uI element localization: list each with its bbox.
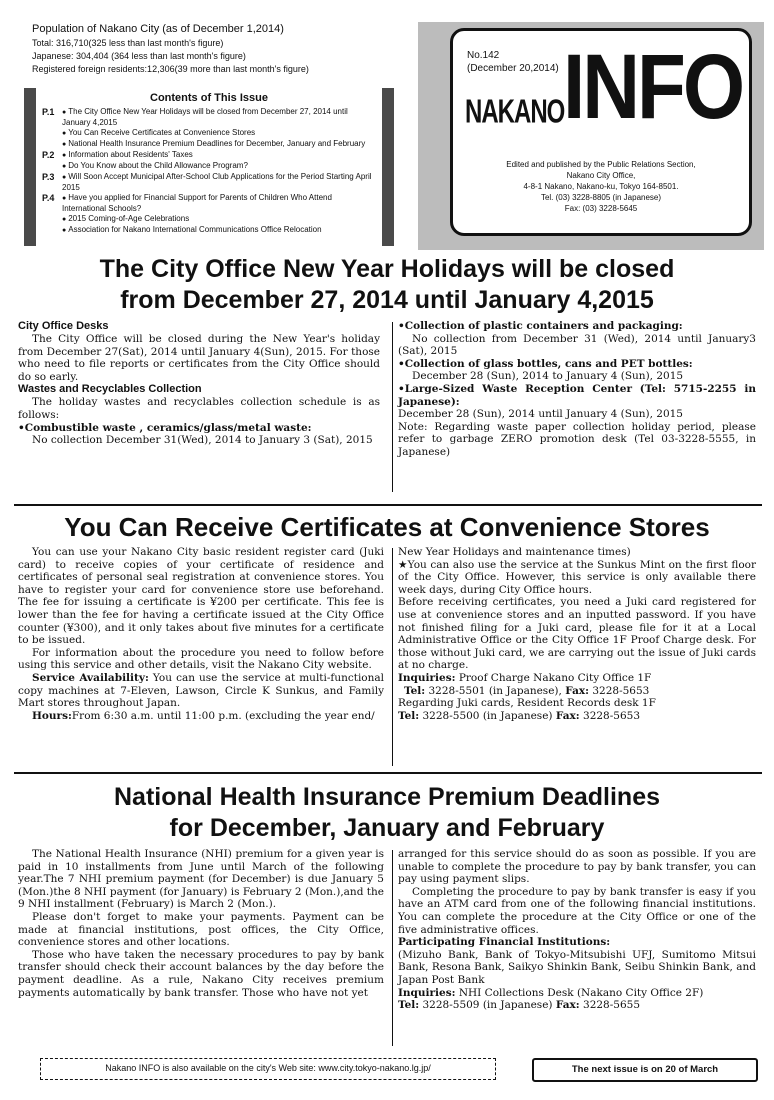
- contents-item[interactable]: ● Will Soon Accept Municipal After-School Club Applications for the Period Starting April 2015: [62, 172, 376, 193]
- section-rule: [14, 772, 762, 774]
- contents-item[interactable]: ● Have you applied for Financial Support for Parents of Children Who Attend International Schools?: [62, 193, 376, 214]
- article2-right-para3: Before receiving certificates, you need a Juki card registered for use at convenience stores and an inputted password. If you have not finished filing for a Juki card, please file for it at a Local Administrative Office or the City Office 1F Proof Charge desk. For those without Juki card, we are carrying out the issue of Juki cards at no charge.: [398, 596, 756, 672]
- inquiries-label: Inquiries:: [398, 671, 456, 684]
- contents-page: P.3: [42, 172, 55, 182]
- article3-paragraph3: Those who have taken the necessary procedures to pay by bank transfer should check their account balances by the day before the payment deadline. As a rule, Nakano City receives premium payments automatically by bank transfer. Those who have not yet: [18, 948, 384, 999]
- article1-headline-line1: The City Office New Year Holidays will be closed: [99, 255, 675, 283]
- tel-text: 3228-5500 (in Japanese): [419, 709, 556, 722]
- combustible-heading: •Combustible waste , ceramics/glass/metal waste:: [18, 421, 312, 434]
- waste-body: The holiday wastes and recyclables collection schedule is as follows:: [18, 396, 380, 421]
- issue-number: No.142: [467, 50, 500, 61]
- next-issue-notice: The next issue is on 20 of March: [532, 1058, 758, 1082]
- column-divider: [392, 548, 393, 766]
- contact-line: [398, 710, 756, 723]
- glass-heading: •Collection of glass bottles, cans and PET bottles:: [398, 357, 693, 370]
- large-waste-body: December 28 (Sun), 2014 until January 4 (Sun), 2015: [398, 408, 683, 421]
- service-label: Service Availability:: [32, 671, 149, 684]
- service-text: You can use the service at multi-functional copy machines at 7-Eleven, Lawson, Circle K Sunkus, and Family Mart stores throughout Japan.: [18, 671, 385, 710]
- contact-line: [398, 999, 756, 1012]
- banks-heading: Participating Financial Institutions:: [398, 936, 611, 949]
- section-rule: [14, 504, 762, 506]
- population-total: Total: 316,710(325 less than last month's figure): [32, 38, 224, 48]
- large-waste-heading: •Large-Sized Waste Reception Center (Tel: 5715-2255 in Japanese):: [398, 382, 756, 408]
- inquiries-label: Inquiries:: [398, 986, 456, 999]
- contents-item[interactable]: ● Do You Know about the Child Allowance Program?: [62, 161, 376, 172]
- tel-text: 3228-5509 (in Japanese): [419, 999, 556, 1012]
- publisher-info: [453, 159, 749, 214]
- tel-label: Tel:: [398, 709, 420, 722]
- article3-headline: [10, 782, 764, 844]
- article3-headline-line1: National Health Insurance Premium Deadlines: [114, 783, 660, 811]
- fax-text: 3228-5653: [589, 684, 650, 697]
- issue-date: (December 20,2014): [467, 63, 559, 74]
- article3-headline-line2: for December, January and February: [169, 814, 605, 842]
- masthead-name-left: NAKANO: [465, 93, 565, 131]
- article1-headline-line2: from December 27, 2014 until January 4,2015: [120, 286, 654, 314]
- contents-item[interactable]: ● National Health Insurance Premium Deadlines for December, January and February: [62, 139, 376, 150]
- tel-text: 3228-5501 (in Japanese),: [425, 684, 566, 697]
- contents-item[interactable]: ● You Can Receive Certificates at Convenience Stores: [62, 128, 376, 139]
- contact-line: [398, 685, 756, 698]
- contents-row: [42, 193, 376, 236]
- contents-page: P.2: [42, 150, 55, 160]
- contents-row: [42, 107, 376, 150]
- inquiries-line: [398, 987, 756, 1000]
- fax-label: Fax:: [555, 999, 580, 1012]
- contents-page: P.4: [42, 193, 55, 203]
- article2-right-column: [398, 546, 756, 722]
- inquiries-text: NHI Collections Desk (Nakano City Office 2F): [455, 986, 704, 999]
- publisher-fax: Fax: (03) 3228-5645: [564, 204, 638, 213]
- inquiries-line: [398, 672, 756, 685]
- service-availability: [18, 672, 384, 710]
- contents-page: P.1: [42, 107, 55, 117]
- population-block: [32, 22, 377, 76]
- article2-paragraph2: For information about the procedure you need to follow before using this service and other details, visit the Nakano City website.: [18, 646, 384, 672]
- contents-row: [42, 150, 376, 172]
- glass-body: December 28 (Sun), 2014 to January 4 (Sun), 2015: [412, 370, 684, 383]
- article2-headline: You Can Receive Certificates at Convenience Stores: [64, 512, 710, 542]
- issue-info: [467, 49, 559, 75]
- waste-note: Note: Regarding waste paper collection holiday period, please refer to garbage ZERO promotion desk (Tel 03-3228-5555, in Japanese): [398, 420, 756, 458]
- article2-paragraph1: You can use your Nakano City basic resident register card (Juki card) to receive copies of your certificate of residence and certificates of personal seal registration at convenience stores. You have to register your card for convenience store use beforehand. The fee for issuing a certificate is ¥200 per certificate. This fee is lower than the fee for having a certificate issued at the City Office counter (¥300), and it only takes about five minutes for a certificate to be issued.: [18, 546, 384, 647]
- article2-right-para2: ★You can also use the service at the Sunkus Mint on the first floor of the City Office. However, this service is only available there week days, during City Office hours.: [398, 558, 756, 596]
- article3-paragraph2: Please don't forget to make your payments. Payment can be made at financial institutions, post offices, the City Office, convenience stores and other locations.: [18, 910, 384, 949]
- article3-right-para2: Completing the procedure to pay by bank transfer is easy if you have an ATM card from one of the following financial institutions. You can complete the procedure at the City Office or one of the five administrative offices.: [398, 885, 756, 936]
- contents-row: [42, 172, 376, 193]
- tel-label: Tel:: [398, 999, 420, 1012]
- column-divider: [392, 850, 393, 1046]
- fax-text: 3228-5655: [579, 999, 641, 1012]
- publisher-address: 4-8-1 Nakano, Nakano-ku, Tokyo 164-8501.: [523, 182, 679, 191]
- article3-paragraph1: The National Health Insurance (NHI) premium for a given year is paid in 10 installments from June until March of the following year.The 7 NHI premium payment (for December) is due January 5 (Mon.)the 8 NHI payment (for January) is February 2 (Mon.),and the 9 NHI installment (February) is March 2 (Mon.).: [18, 848, 384, 911]
- contents-title: Contents of This Issue: [150, 92, 268, 104]
- waste-heading: Wastes and Recyclables Collection: [18, 383, 202, 396]
- article1-left-column: [18, 320, 380, 447]
- fax-label: Fax:: [555, 709, 580, 722]
- contents-item[interactable]: ● 2015 Coming-of-Age Celebrations: [62, 214, 376, 225]
- article3-left-column: [18, 848, 384, 999]
- column-divider: [392, 322, 393, 492]
- plastic-heading: •Collection of plastic containers and packaging:: [398, 320, 683, 332]
- contents-box: [24, 88, 394, 246]
- combustible-body: No collection December 31(Wed), 2014 to January 3 (Sat), 2015: [32, 434, 373, 447]
- contents-item[interactable]: ● The City Office New Year Holidays will be closed from December 27, 2014 until January 4,2015: [62, 107, 376, 128]
- population-title: Population of Nakano City (as of December 1,2014): [32, 23, 284, 35]
- publisher-tel: Tel. (03) 3228-8805 (in Japanese): [540, 193, 662, 202]
- website-notice[interactable]: Nakano INFO is also available on the city's Web site: www.city.tokyo-nakano.lg.jp/: [40, 1058, 496, 1080]
- masthead: [450, 28, 752, 236]
- masthead-name-right: INFO: [563, 35, 743, 138]
- desks-body: The City Office will be closed during the New Year's holiday from December 27(Sat), 2014 until January 4(Sun), 2015. For those who need to file reports or certificates from the City Office should do so early.: [18, 333, 380, 383]
- banks-list: (Mizuho Bank, Bank of Tokyo-Mitsubishi UFJ, Sumitomo Mitsui Bank, Resona Bank, Saikyo Shinkin Bank, Seibu Shinkin Bank, and Japan Post Bank: [398, 948, 756, 986]
- population-japanese: Japanese: 304,404 (364 less than last month's figure): [32, 51, 246, 61]
- juki-line: Regarding Juki cards, Resident Records desk 1F: [398, 697, 656, 710]
- contents-item[interactable]: ● Association for Nakano International Communications Office Relocation: [62, 225, 376, 236]
- hours: [18, 710, 384, 723]
- article2-left-column: [18, 546, 384, 722]
- plastic-body: No collection from December 31 (Wed), 2014 until January3 (Sat), 2015: [398, 332, 756, 358]
- article3-right-column: [398, 848, 756, 1012]
- publisher-line: Edited and published by the Public Relations Section,: [506, 160, 696, 169]
- article1-headline: [10, 254, 764, 316]
- hours-text: From 6:30 a.m. until 11:00 p.m. (excluding the year end/: [71, 709, 375, 722]
- contents-item[interactable]: ● Information about Residents' Taxes: [62, 150, 376, 161]
- hours-label: Hours:: [32, 709, 72, 722]
- population-foreign: Registered foreign residents:12,306(39 more than last month's figure): [32, 64, 309, 74]
- fax-text: 3228-5653: [579, 709, 641, 722]
- article1-right-column: [398, 320, 756, 459]
- desks-heading: City Office Desks: [18, 320, 109, 332]
- article2-right-para1: New Year Holidays and maintenance times): [398, 546, 631, 558]
- publisher-office: Nakano City Office,: [566, 171, 636, 180]
- tel-label: Tel:: [404, 684, 426, 697]
- fax-label: Fax:: [565, 684, 590, 697]
- inquiries-text: Proof Charge Nakano City Office 1F: [455, 671, 652, 684]
- article3-right-para1: arranged for this service should do as soon as possible. If you are unable to complete the procedure to pay by bank transfer, you can pay using payment slips.: [398, 848, 756, 886]
